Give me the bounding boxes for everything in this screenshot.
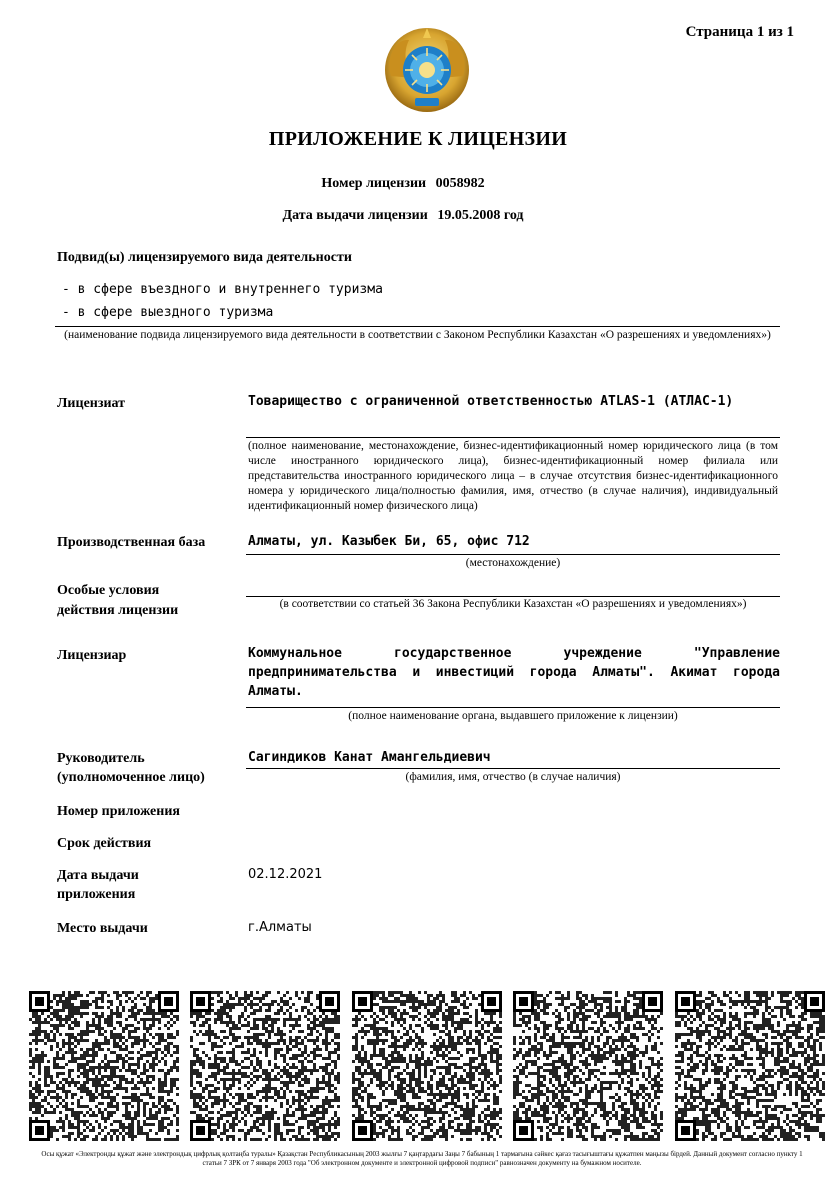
- production-base-caption: (местонахождение): [465, 557, 561, 569]
- license-number-value: 0058982: [435, 176, 485, 191]
- licensee-value: Товарищество с ограниченной ответственностью ATLAS-1 (АТЛАС-1): [248, 394, 734, 409]
- head-label-line2: (уполномоченное лицо): [57, 770, 205, 785]
- licensee-label: Лицензиат: [57, 396, 126, 411]
- licensee-caption: (полное наименование, местонахождение, бизнес-идентификационный номер юридического лица (в том числе иностранного юридического лица), бизнес-идентификационный номер филиала или представительства иностранного юридического лица – в случае отсутствия бизнес-идентификационного номера у юридического лица/полностью фамилия, имя, отчество (в случае наличия), индивидуальный идентификационный номер физического лица): [248, 440, 778, 512]
- production-base-label: Производственная база: [57, 535, 206, 550]
- qr-code-icon: [190, 991, 340, 1141]
- license-date-line: [0, 208, 800, 224]
- divider: [246, 437, 780, 438]
- validity-label: Срок действия: [57, 836, 152, 851]
- divider: [55, 326, 780, 327]
- production-base-value: Алматы, ул. Казыбек Би, 65, офис 712: [248, 534, 530, 549]
- subtypes-heading: Подвид(ы) лицензируемого вида деятельности: [57, 250, 352, 265]
- qr-code-icon: [675, 991, 825, 1141]
- special-conditions-label-line2: действия лицензии: [57, 603, 179, 618]
- qr-code-icon: [29, 991, 179, 1141]
- state-emblem-icon: [383, 26, 471, 114]
- qr-code-icon: [513, 991, 663, 1141]
- licensor-label: Лицензиар: [57, 648, 127, 663]
- issue-date-label: Дата выдачи: [57, 868, 139, 883]
- head-value: Сагиндиков Канат Амангельдиевич: [248, 750, 491, 765]
- divider: [246, 707, 780, 708]
- footer-legal-note: Осы құжат «Электронды құжат және электрондық цифрлық қолтаңба туралы» Қазақстан Республикасының 2003 жылғы 7 қаңтардағы Заңы 7 бабының 1 тармағына сәйкес қағаз тасығыштағы құжатпен маңызы бірдей. Данный документ согласно пункту 1 статьи 7 ЗРК от 7 января 2003 года "Об электронном документе и электронной цифровой подписи" равнозначен документу на бумажном носителе.: [41, 1150, 803, 1167]
- license-date-value: 19.05.2008 год: [437, 208, 524, 223]
- qr-code-icon: [352, 991, 502, 1141]
- head-caption: (фамилия, имя, отчество (в случае наличия): [405, 771, 621, 783]
- page-title: ПРИЛОЖЕНИЕ К ЛИЦЕНЗИИ: [268, 128, 568, 150]
- issue-date-value: 02.12.2021: [248, 867, 323, 882]
- subtypes-caption: (наименование подвида лицензируемого вида деятельности в соответствии с Законом Республики Казахстан «О разрешениях и уведомлениях»): [64, 329, 771, 341]
- licensor-caption: (полное наименование органа, выдавшего приложение к лицензии): [348, 710, 678, 722]
- head-label: Руководитель: [57, 751, 145, 766]
- license-number-line: [0, 176, 800, 192]
- page-indicator: Страница 1 из 1: [685, 24, 794, 40]
- issue-date-label-line2: приложения: [57, 887, 136, 902]
- special-conditions-label: Особые условия: [57, 583, 160, 598]
- issue-place-label: Место выдачи: [57, 921, 148, 936]
- license-number-label: Номер лицензии: [321, 176, 427, 191]
- appendix-number-label: Номер приложения: [57, 804, 180, 819]
- issue-place-value: г.Алматы: [248, 920, 312, 935]
- license-date-label: Дата выдачи лицензии: [282, 208, 428, 223]
- subtype-item: - в сфере въездного и внутреннего туризма: [62, 282, 383, 297]
- licensor-value: Коммунальное государственное учреждение "Управление предпринимательства и инвестиций города Алматы". Акимат города Алматы.: [248, 646, 780, 699]
- special-conditions-caption: (в соответствии со статьей 36 Закона Республики Казахстан «О разрешениях и уведомлениях»): [279, 598, 747, 610]
- divider: [246, 554, 780, 555]
- divider: [246, 768, 780, 769]
- subtype-item: - в сфере выездного туризма: [62, 305, 274, 320]
